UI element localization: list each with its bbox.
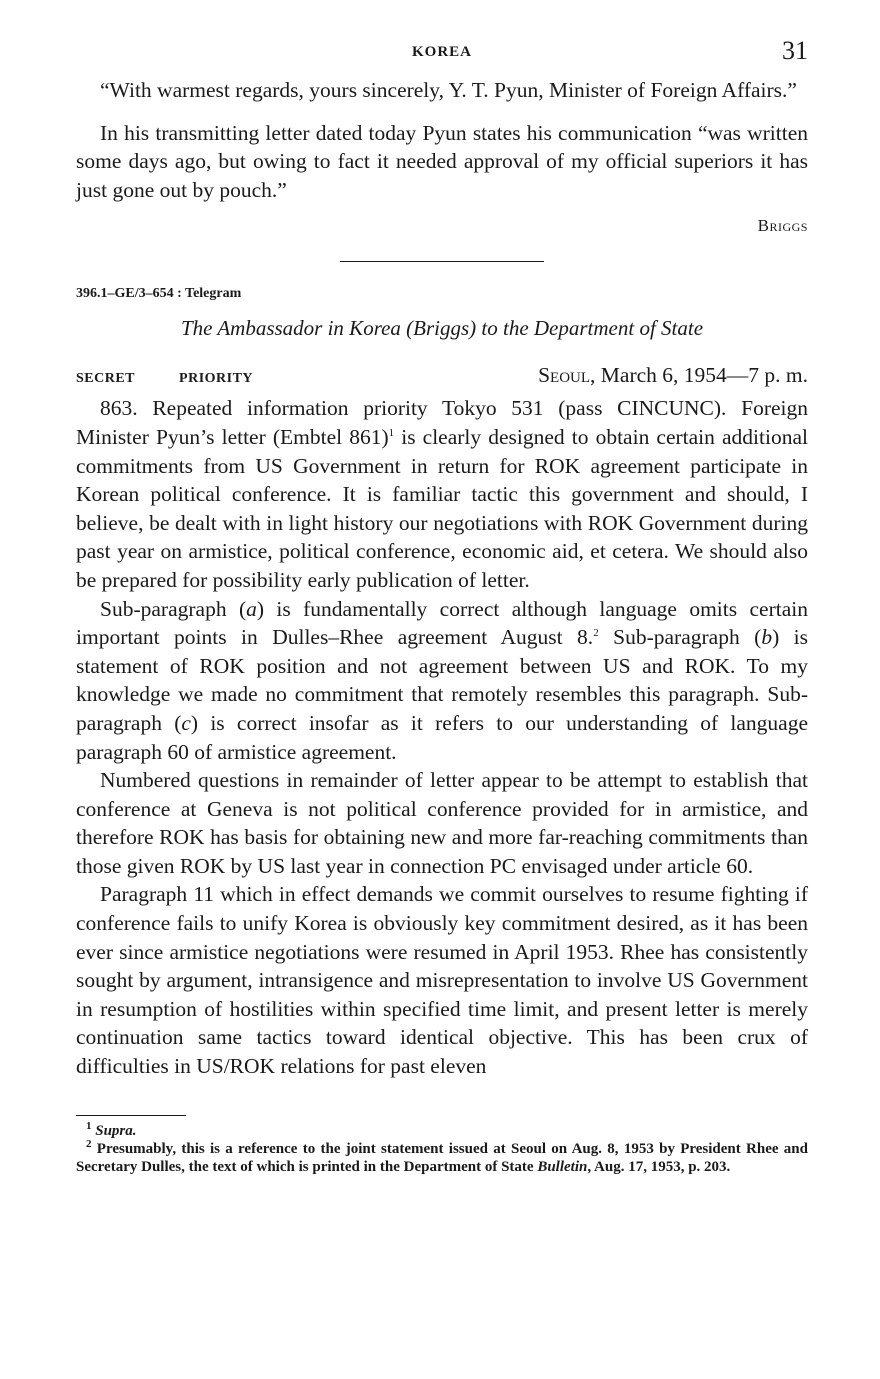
footnote-divider xyxy=(76,1115,186,1116)
document-page xyxy=(76,36,808,1176)
transmittal-paragraph: In his transmitting letter dated today Pyun states his communication “was written some days ago, but owing to fact it needed approval of my official superiors it has just gone out by pouch.” xyxy=(76,120,808,202)
paragraph-text: ) is correct insofar as it refers to our understanding of language paragraph 60 of armistice agreement. xyxy=(76,710,808,764)
footnote-text: Presumably, this is a reference to the joint statement issued at Seoul on Aug. 8, 1953 by President Rhee and Secretary Dulles, the text of which is printed in the Department of State xyxy=(76,1140,808,1175)
paragraph-text: Sub-paragraph ( xyxy=(598,625,762,650)
dateline-place: Seoul, xyxy=(538,363,596,388)
paragraph-text: 863. Repeated information priority Tokyo 531 (pass CINCUNC). Foreign Minister Pyun’s letter (Embtel 861) xyxy=(76,396,808,449)
telegram-header-line xyxy=(76,363,808,388)
subparagraph-letter: c xyxy=(181,710,191,735)
letter-closing: “With warmest regards, yours sincerely, Y. T. Pyun, Minister of Foreign Affairs.” xyxy=(100,78,797,102)
footnotes xyxy=(76,1119,808,1176)
footnote-text: Supra. xyxy=(95,1122,137,1139)
section-divider xyxy=(340,261,544,262)
paragraph-text: Sub-paragraph ( xyxy=(100,596,247,621)
running-header xyxy=(76,36,808,76)
publication-title: Bulletin xyxy=(537,1158,588,1175)
footnote-mark: 1 xyxy=(86,1119,92,1132)
document-heading: The Ambassador in Korea (Briggs) to the Department of State xyxy=(180,316,704,341)
paragraph-text: ) is statement of ROK position and not agreement between US and ROK. To my knowledge we made no commitment that remotely resembles this paragraph. Sub-paragraph ( xyxy=(76,625,809,735)
page-number: 31 xyxy=(782,36,808,65)
paragraph-text: is clearly designed to obtain certain additional commitments from US Government in return for ROK agreement participate in Korean political conference. It is familiar tactic this government and should, I believe, be dealt with in light history our negotiations with ROK Government during past year on armistice, political conference, economic aid, et cetera. We should also be prepared for possibility early publication of letter. xyxy=(76,424,808,592)
body-paragraph-3: Numbered questions in remainder of letter appear to be attempt to establish that conference at Geneva is not political conference provided for in armistice, and therefore ROK has basis for obtaining new and more far-reaching commitments than those given ROK by US last year in connection PC envisaged under article 60. xyxy=(76,768,808,878)
footnote-text: , Aug. 17, 1953, p. 203. xyxy=(587,1158,731,1175)
footnote-ref-1: 1 xyxy=(388,426,395,439)
classification-group xyxy=(76,369,293,387)
dateline xyxy=(538,363,808,388)
classification-priority: PRIORITY xyxy=(179,371,254,387)
body-paragraph-1 xyxy=(76,394,808,594)
subparagraph-letter: a xyxy=(246,596,257,621)
signature: Briggs xyxy=(757,216,808,236)
footnote-2 xyxy=(76,1137,808,1176)
classification-secret: SECRET xyxy=(76,371,136,387)
body-paragraph-2 xyxy=(76,595,808,767)
footnote-ref-2: 2 xyxy=(593,626,599,639)
paragraph-text: ) is fundamentally correct although language omits certain important points in Dulles–Rhee agreement August 8. xyxy=(76,596,808,650)
running-title: KOREA xyxy=(411,44,472,60)
body-paragraph-4: Paragraph 11 which in effect demands we commit ourselves to resume fighting if conference fails to unify Korea is obviously key commitment desired, as it has been ever since armistice negotiations were resumed in April 1953. Rhee has consistently sought by argument, intransigence and misrepresentation to involve US Government in resumption of hostilities within specified time limit, and present letter is merely continuation same tactics toward identical objective. This has been crux of difficulties in US/ROK relations for past eleven xyxy=(76,882,808,1079)
file-reference: 396.1–GE/3–654 : Telegram xyxy=(76,286,242,302)
footnote-mark: 2 xyxy=(86,1137,92,1150)
dateline-date: March 6, 1954—7 p. m. xyxy=(600,363,808,388)
subparagraph-letter: b xyxy=(761,625,773,650)
footnote-1 xyxy=(76,1119,808,1140)
